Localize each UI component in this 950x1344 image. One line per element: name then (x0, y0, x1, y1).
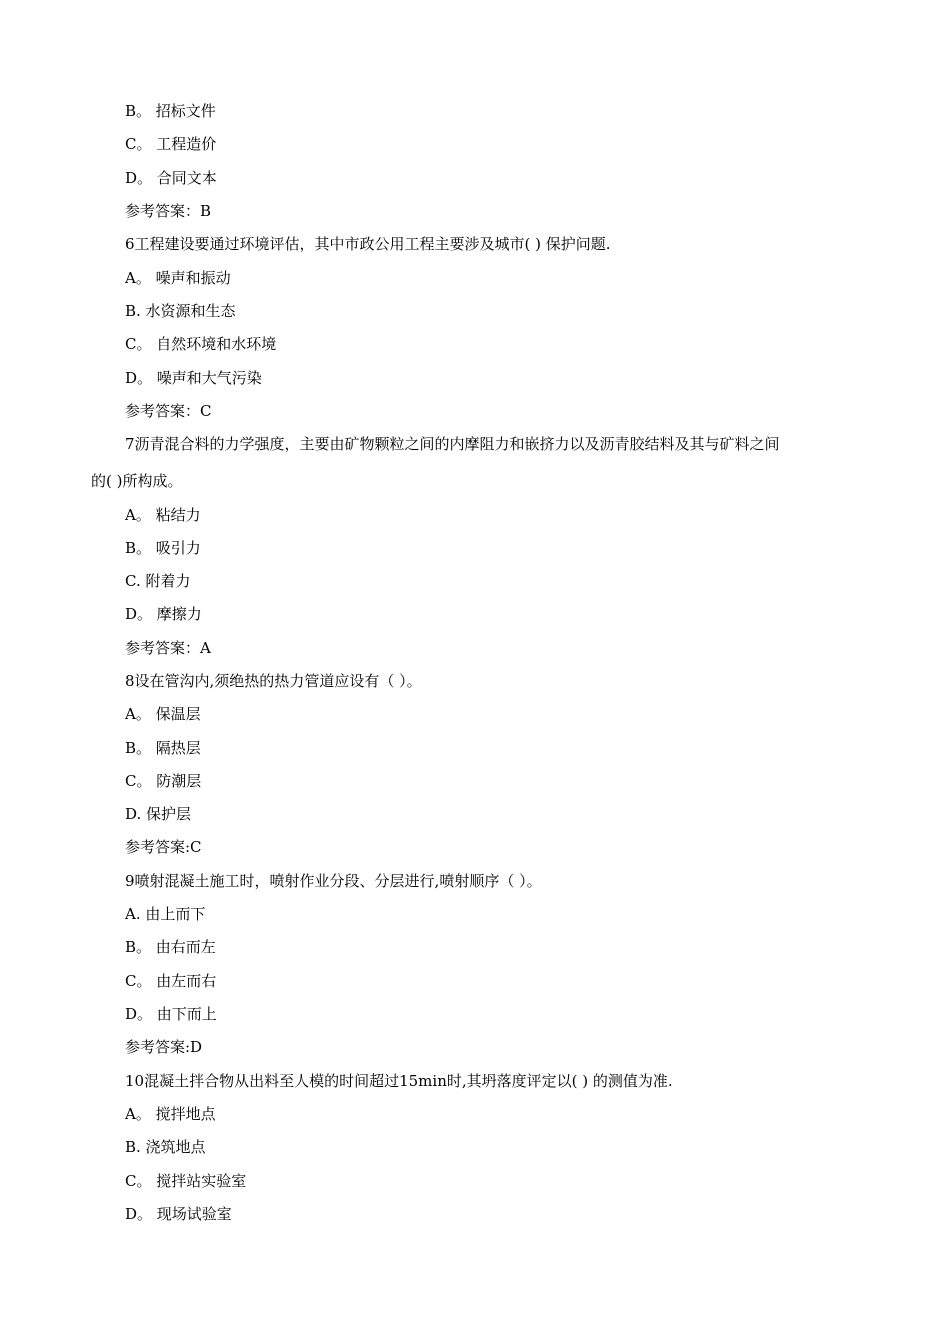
option-b: B。 由右而左 (125, 938, 216, 956)
answer-line: 参考答案:D (125, 1038, 203, 1056)
option-c: C。 防潮层 (125, 772, 202, 790)
option-c: C。 工程造价 (125, 135, 217, 153)
answer-line: 参考答案：A (125, 639, 211, 657)
option-d: D。 现场试验室 (125, 1205, 232, 1223)
option-b: B。 招标文件 (125, 102, 216, 120)
answer-line: 参考答案：C (125, 402, 212, 420)
option-a: A。 保温层 (125, 705, 201, 723)
option-c: C。 由左而右 (125, 972, 217, 990)
option-b: B. 浇筑地点 (125, 1138, 206, 1156)
option-d: D。 噪声和大气污染 (125, 369, 262, 387)
option-b: B。 隔热层 (125, 739, 201, 757)
answer-line: 参考答案：B (125, 202, 212, 220)
option-a: A。 搅拌地点 (125, 1105, 216, 1123)
option-c: C。 搅拌站实验室 (125, 1172, 247, 1190)
question-stem: 10混凝土拌合物从出料至人模的时间超过15min时,其坍落度评定以( ) 的测值为准. (125, 1072, 673, 1090)
option-a: A。 噪声和振动 (125, 269, 231, 287)
question-stem: 7沥青混合料的力学强度，主要由矿物颗粒之间的内摩阻力和嵌挤力以及沥青胶结料及其与矿料之间 (125, 435, 780, 453)
answer-line: 参考答案:C (125, 838, 202, 856)
option-c: C。 自然环境和水环境 (125, 335, 277, 353)
option-d: D。 合同文本 (125, 169, 217, 187)
option-c: C. 附着力 (125, 572, 191, 590)
question-stem: 9喷射混凝土施工时，喷射作业分段、分层进行,喷射顺序（ ）。 (125, 872, 542, 890)
question-stem-continuation: 的( )所构成。 (91, 472, 183, 490)
option-b: B。 吸引力 (125, 539, 201, 557)
option-a: A。 粘结力 (125, 506, 201, 524)
option-d: D. 保护层 (125, 805, 192, 823)
question-stem: 6工程建设要通过环境评估，其中市政公用工程主要涉及城市( ) 保护问题. (125, 235, 611, 253)
question-stem: 8设在管沟内,须绝热的热力管道应设有（ ）。 (125, 672, 422, 690)
option-b: B. 水资源和生态 (125, 302, 236, 320)
option-a: A. 由上而下 (125, 905, 206, 923)
option-d: D。 由下而上 (125, 1005, 217, 1023)
option-d: D。 摩擦力 (125, 605, 202, 623)
